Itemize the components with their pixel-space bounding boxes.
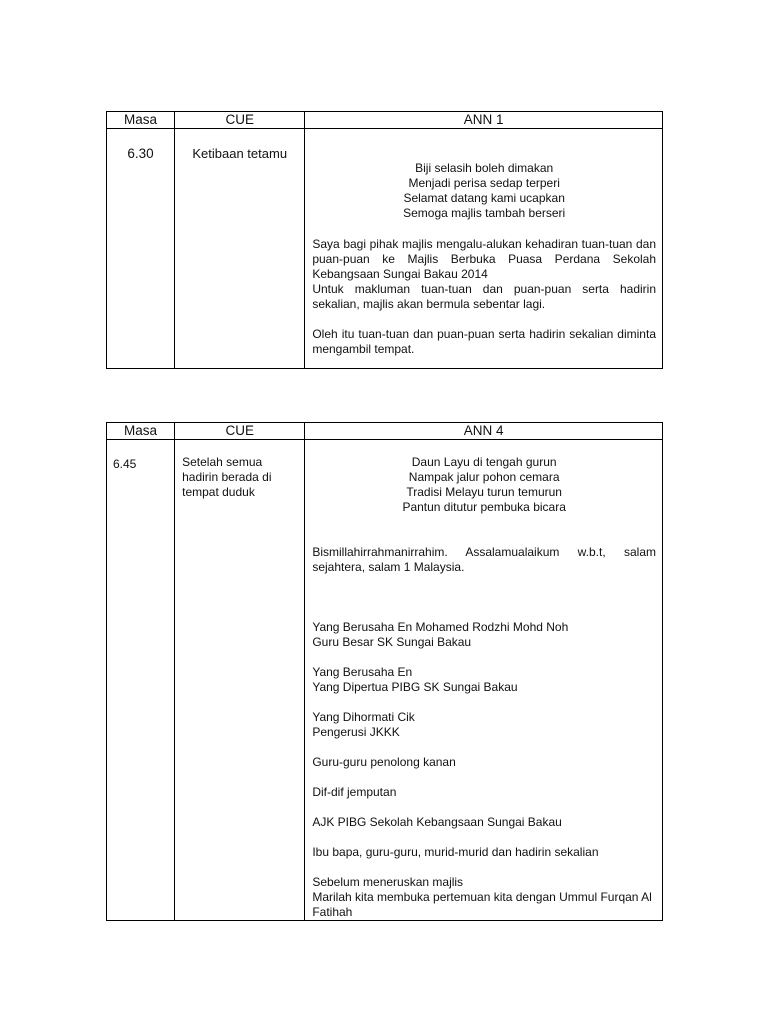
table-row xyxy=(107,440,663,921)
vip-line: Guru Besar SK Sungai Bakau xyxy=(312,635,472,649)
closing xyxy=(312,875,656,920)
vip-line: Yang Berusaha En Mohamed Rodzhi Mohd Noh xyxy=(312,620,569,634)
pantun xyxy=(312,145,656,221)
header-cue: CUE xyxy=(175,423,305,440)
script-table-ann-1 xyxy=(106,111,663,369)
closing-line: Marilah kita membuka pertemuan kita dengan Ummul Furqan Al Fatihah xyxy=(312,890,652,919)
table-header-row xyxy=(107,423,663,440)
vip-line: Yang Berusaha En xyxy=(312,665,413,679)
masa-cell: 6.30 xyxy=(107,129,175,369)
pantun-line: Nampak jalur pohon cemara xyxy=(408,470,560,484)
header-masa: Masa xyxy=(107,423,175,440)
vip-jkkk xyxy=(312,710,656,740)
script-table-ann-4 xyxy=(106,422,663,921)
pantun-line: Selamat datang kami ucapkan xyxy=(403,191,565,205)
seating-paragraph: Oleh itu tuan-tuan dan puan-puan serta hadirin sekalian diminta mengambil tempat. xyxy=(312,327,656,356)
vip-pibg xyxy=(312,665,656,695)
greeting-paragraph: Bismillahirrahmanirrahim. Assalamualaikum w.b.t, salam sejahtera, salam 1 Malaysia. xyxy=(312,545,656,574)
closing-line: Sebelum meneruskan majlis xyxy=(312,875,464,889)
info-paragraph: Untuk makluman tuan-tuan dan puan-puan serta hadirin sekalian, majlis akan bermula sebentar lagi. xyxy=(312,282,656,311)
header-ann: ANN 4 xyxy=(305,423,663,440)
salutation-line: Guru-guru penolong kanan xyxy=(312,755,456,769)
table-row xyxy=(107,129,663,369)
pantun-line: Daun Layu di tengah gurun xyxy=(411,455,557,469)
pantun xyxy=(312,440,656,515)
vip-line: Pengerusi JKKK xyxy=(312,725,400,739)
announcement-cell xyxy=(305,129,663,369)
vip-line: Yang Dihormati Cik xyxy=(312,710,415,724)
vip-chairman xyxy=(312,620,656,650)
table-header-row xyxy=(107,112,663,129)
header-masa: Masa xyxy=(107,112,175,129)
salutation-line: Ibu bapa, guru-guru, murid-murid dan hadirin sekalian xyxy=(312,845,599,859)
cue-cell: Setelah semua hadirin berada di tempat duduk xyxy=(175,440,305,921)
welcome-paragraph: Saya bagi pihak majlis mengalu-alukan kehadiran tuan-tuan dan puan-puan ke Majlis Berbuka Puasa Perdana Sekolah Kebangsaan Sungai Bakau 2014 xyxy=(312,237,656,281)
header-ann: ANN 1 xyxy=(305,112,663,129)
cue-cell: Ketibaan tetamu xyxy=(175,129,305,369)
pantun-line: Menjadi perisa sedap terperi xyxy=(408,176,560,190)
pantun-line: Pantun ditutur pembuka bicara xyxy=(402,500,566,514)
vip-line: Yang Dipertua PIBG SK Sungai Bakau xyxy=(312,680,518,694)
pantun-line: Semoga majlis tambah berseri xyxy=(403,206,566,220)
masa-cell: 6.45 xyxy=(107,440,175,921)
header-cue: CUE xyxy=(175,112,305,129)
pantun-line: Biji selasih boleh dimakan xyxy=(415,161,554,175)
salutation-line: AJK PIBG Sekolah Kebangsaan Sungai Bakau xyxy=(312,815,562,829)
salutation-line: Dif-dif jemputan xyxy=(312,785,397,799)
pantun-line: Tradisi Melayu turun temurun xyxy=(406,485,562,499)
announcement-cell xyxy=(305,440,663,921)
